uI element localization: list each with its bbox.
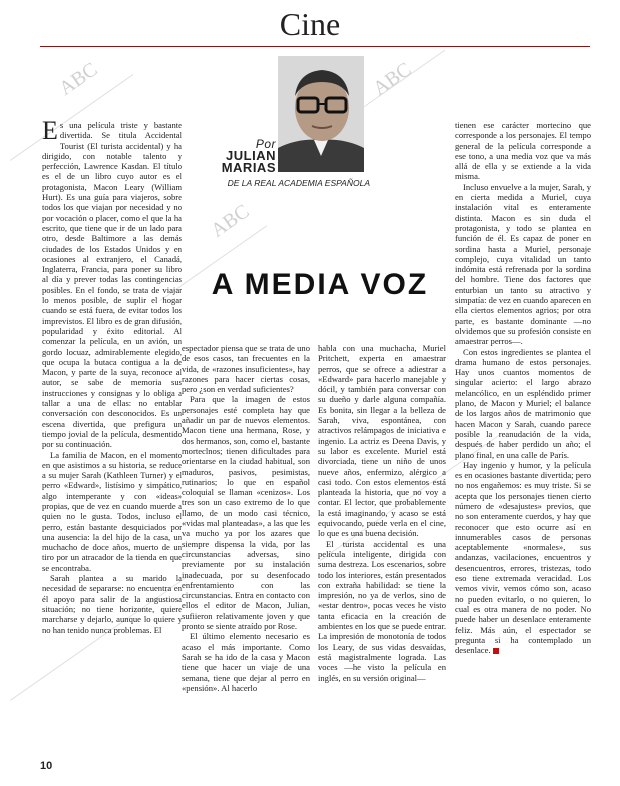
author-photo [278,56,364,172]
column-1 [42,116,182,635]
paragraph [455,460,591,656]
paragraph: El último elemento necesario es acaso el más importante. Como Sarah se ha ido de la casa y Macon tiene que hacer un viaje de una semana, tiene que dejar al perro en «pensión». Al hacerlo [182,631,310,693]
paragraph: espectador piensa que se trata de uno de esos casos, tan frecuentes en la vida, de «razones insuficientes», hay razones para hacer ciertas cosas, pero ¿son en verdad suficientes? [182,343,310,395]
section-title: Cine [279,6,341,42]
byline-por: Por [255,137,276,151]
column-2 [182,343,310,693]
column-4 [455,120,591,655]
headline: A MEDIA VOZ [211,268,429,301]
watermark-abc-2: ABC [369,58,416,100]
paragraph-text: s una película triste y bastante divertida. Se titula Accidental Tourist (El turista accidental) y ha dirigido, con notable talento y perfección, Lawrence Kasdan. El título es el de un libro cuyo autor es el protagonista, Macon Leary (William Hurt). Es una guía para viajeros, sobre todos los que viajan por necesidad y no por vocación o placer, como el que la ha escrito, que tiene que ir de un lado para otro, desde Baltimore a las demás ciudades de los Estados Unidos y en ocasiones al extranjero, el Canadá, Inglaterra, Francia, para poner su libro al día y prever todas las contingencias posibles. En el fondo, se trata de viajar lo menos posible, de suplir el hogar cuando se está fuera, de evitar todos los imprevistos. El libro es de gran difusión, popularidad y éxito editorial. Al comenzar la película, en un avión, un gordo locuaz, admirablemente elegido, que ocupa la butaca contigua a la de Macon, y parte de la suya, reconoce al autor, se sabe de memoria sus instrucciones y consignas y lo obliga a tallar a una de ellas: no entablar conversación con desconocidos. Es un escena divertida, que prefigura un tiempo jovial de la película, desmentido por su continuación. [42,120,182,450]
paragraph: Sarah plantea a su marido la necesidad de separarse: no encuentra en él apoyo para salir de la angustiosa situación; no tiene horizonte, quiere marcharse y dejarlo, aunque lo quiere y no han tenido nunca problemas. El [42,573,182,635]
paragraph: Para que la imagen de estos personajes esté completa hay que añadir un par de nuevos elementos. Macon tiene una hermana, Rose, y dos hermanos, son, como el, bastante morteclnos; tienen dificultades para orientarse en la ciudad habitual, son maduros, pasivos, pesimistas, rutinarios; lo que en español coloquial se llaman «cenizos». Los tres son un caso extremo de lo que llamo, de un modo casi técnico, «vidas mal planteadas», a las que les va mucho ya por los azares que siempre dispensa la vida, por las circunstancias adversas, sino previamente por su instalación inadecuada, por su desenfocado enfrentamiento con las circunstancias. Entra en contacto con ellos el editor de Macon, Julian, sufiieron relativamente joven y que pronto se siente atraído por Rose. [182,394,310,632]
paragraph: habla con una muchacha, Muriel Pritchett, experta en amaestrar perros, que se ofrece a adiestrar a «Edward» para hacerlo manejable y dócil, y también para conversar con su dueño y darle alguna compañía. Es bonita, sin llegar a la belleza de Sarah, viva, espontánea, con atractivos relámpagos de iniciativa e ingenio. La actriz es Deena Davis, y su labor es excelente. Muriel está divorciada, tiene un niño de unos nueve años, enfermizo, alérgico a casi todo. Con estos elementos está planteada la historia, que no voy a contar. El lector, que probablemente la está imaginando, y acaso se está equivocando, puede verla en el cine, lo que es una buena decisión. [318,343,446,539]
paragraph-text: Hay ingenio y humor, y la película es en ocasiones bastante divertida; pero no nos engañemos: es muy triste. Si se acepta que los personajes tienen cierto número de «desajustes» previos, que no son enteramente cuerdos, y hay que reconocer que esto ocurre así en innumerables casos de personas aceptablemente «normales», sus andanzas, vacilaciones, encuentros y desencuentros, errores, tristezas, todo eso tiene extremada veracidad. Los vemos vivir, vemos cómo son, acaso no pueden evitarlo, o no quieren, lo cual es otra manera de no poder. No puede haber un desenlace enteramente feliz. Más aún, el espectador se pregunta si ha contemplado un desenlace. [455,459,591,656]
end-mark-icon [493,648,499,654]
byline [198,138,276,174]
byline-first-name: JULIAN [226,148,276,163]
column-3 [318,343,446,683]
drop-cap: E [42,116,58,145]
paragraph: Con estos ingredientes se plantea el drama humano de estos personajes. Hay unos cuantos momentos de singular acierto: el largo abrazo melancólico, en un espléndido primer plano, de Macon y Muriel; el balance de los largos años de matrimonio que hacen Macon y Sarah, cuando parece posible la reanudación de la vida, después de haber perdido un año; el plano final, en una calle de París. [455,346,591,460]
watermark-abc-3: ABC [207,200,254,242]
page-number: 10 [40,760,53,772]
paragraph: La familia de Macon, en el momento en que asistimos a su historia, se reduce a su mujer Sarah (Kathleen Turner) y el perro «Edward», listísimo y simpático, algo intemperante y con «ideas» propias, que de vez en cuando muerde a quien no le gusta. Todos, incluso el perro, están bastante desquiciados por una ausencia: la del hijo de la casa, un muchacho de doce años, muerto de un tiro por un atracador de la tienda en que se encontraba. [42,449,182,573]
paragraph: tienen ese carácter mortecino que corresponde a los personajes. El tempo general de la película corresponde a ese tono, a una media voz que va más allá de ella y se extiende a la vida misma. [455,120,591,182]
byline-last-name: MARIAS [221,160,276,175]
paragraph: Incluso envuelve a la mujer, Sarah, y en cierta medida a Muriel, cuya instalación vital es enteramente distinta. Macon es sin duda el protagonista, y todo se plantea en función de él. Es capaz de poner en sordina hasta a Muriel, personaje complejo, cuya vitalidad un tanto indómita está refrenada por la sordina del hombre. Tiene dos factores que enturbian un tanto su atractivo y simpatía: de vez en cuando aparecen en ella ciertos elementos agrios; por otra parte, es bastante dominante —no olvidemos que su profesión consiste en amaestrar perros—. [455,181,591,347]
paragraph: El turista accidental es una película inteligente, dirigida con suma destreza. Los escenarios, sobre todo los interiores, están presentados con extraña habilidad: se tiene la impresión, no ya de verlos, sino de «estar dentro», pocas veces he visto tanta eficacia en la creación de ambientes en los que se puede entrar. La impresión de monotonía de todos los Leary, de sus vidas desvaídas, está magistralmente lograda. Las voces —he visto la película en inglés, en su versión original— [318,538,446,683]
title-rule [40,46,590,47]
paragraph [42,116,182,450]
watermark-abc-1: ABC [55,58,102,100]
author-affiliation: DE LA REAL ACADEMIA ESPAÑOLA [227,178,370,188]
